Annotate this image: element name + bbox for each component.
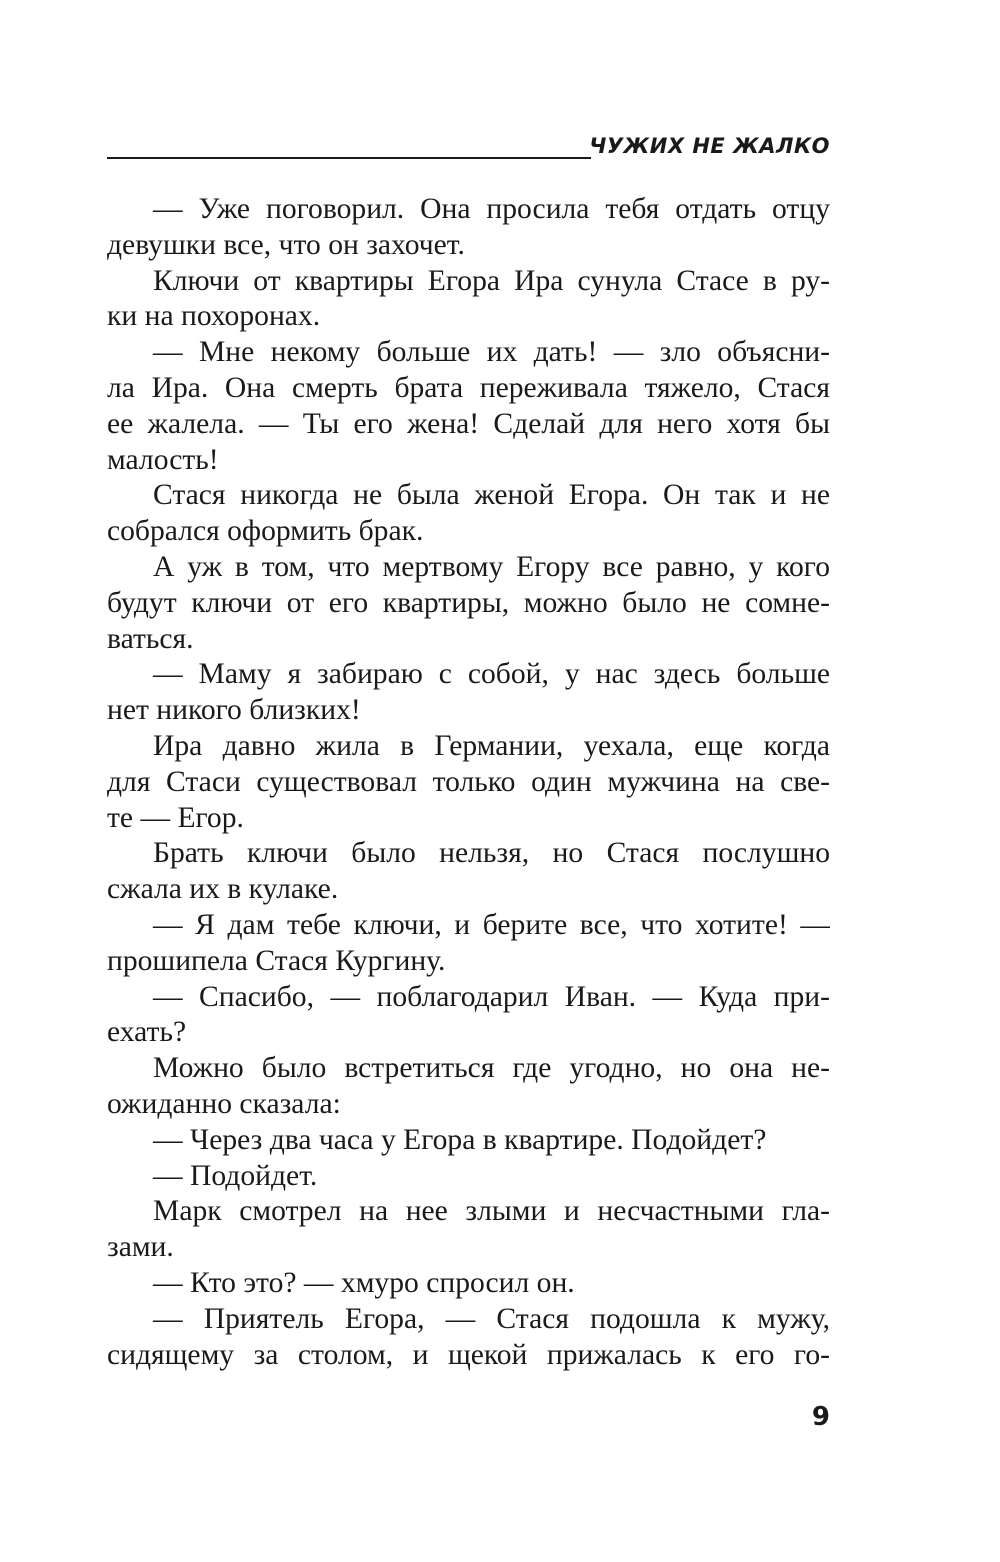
text-line: ки на похоронах. [107, 300, 321, 333]
text-line: те — Егор. [107, 801, 244, 834]
text-line: прошипела Стася Кургину. [107, 944, 446, 977]
text-line: Марк смотрел на нее злыми и несчастными гла- [153, 1195, 830, 1228]
text-line: сжала их в кулаке. [107, 873, 339, 906]
text-line: ла Ира. Она смерть брата переживала тяжело, Стася [107, 371, 830, 404]
text-line: ее жалела. — Ты его жена! Сделай для него хотя бы [107, 407, 830, 440]
text-line: для Стаси существовал только один мужчина на све- [107, 765, 830, 798]
text-line: будут ключи от его квартиры, можно было не сомне- [107, 586, 830, 619]
text-line: — Маму я забираю с собой, у нас здесь больше [153, 658, 830, 691]
text-line: зами. [107, 1231, 174, 1264]
body-text [107, 192, 830, 1373]
text-line: Можно было встретиться где угодно, но она не- [153, 1052, 830, 1085]
header-rule [107, 157, 591, 159]
page-number: 9 [811, 1402, 830, 1432]
text-line: малость! [107, 443, 219, 476]
text-line: — Мне некому больше их дать! — зло объясни- [153, 336, 830, 369]
text-line: ехать? [107, 1016, 187, 1049]
text-line: — Подойдет. [153, 1159, 318, 1192]
text-line: нет никого близких! [107, 694, 361, 727]
text-line: — Уже поговорил. Она просила тебя отдать отцу [153, 193, 830, 225]
text-line: Стася никогда не была женой Егора. Он так и не [153, 479, 830, 512]
page-header [107, 132, 830, 164]
text-line: сидящему за столом, и щекой прижалась к его го- [107, 1338, 830, 1371]
running-title: ЧУЖИХ НЕ ЖАЛКО [589, 134, 830, 158]
text-line: Брать ключи было нельзя, но Стася послушно [153, 837, 830, 870]
text-line: — Я дам тебе ключи, и берите все, что хотите! — [153, 908, 830, 941]
text-line: Ира давно жила в Германии, уехала, еще когда [153, 729, 830, 762]
text-line: собрался оформить брак. [107, 515, 424, 548]
text-line: Ключи от квартиры Егора Ира сунула Стасе в ру- [153, 264, 830, 297]
text-line: ваться. [107, 622, 194, 655]
text-line: — Спасибо, — поблагодарил Иван. — Куда при- [153, 980, 830, 1013]
text-line: ожиданно сказала: [107, 1087, 341, 1120]
text-line: — Кто это? — хмуро спросил он. [153, 1266, 575, 1299]
text-line: А уж в том, что мертвому Егору все равно, у кого [153, 550, 830, 583]
text-line: — Через два часа у Егора в квартире. Подойдет? [153, 1123, 767, 1156]
text-line: — Приятель Егора, — Стася подошла к мужу, [153, 1302, 830, 1335]
text-line: девушки все, что он захочет. [107, 228, 465, 261]
